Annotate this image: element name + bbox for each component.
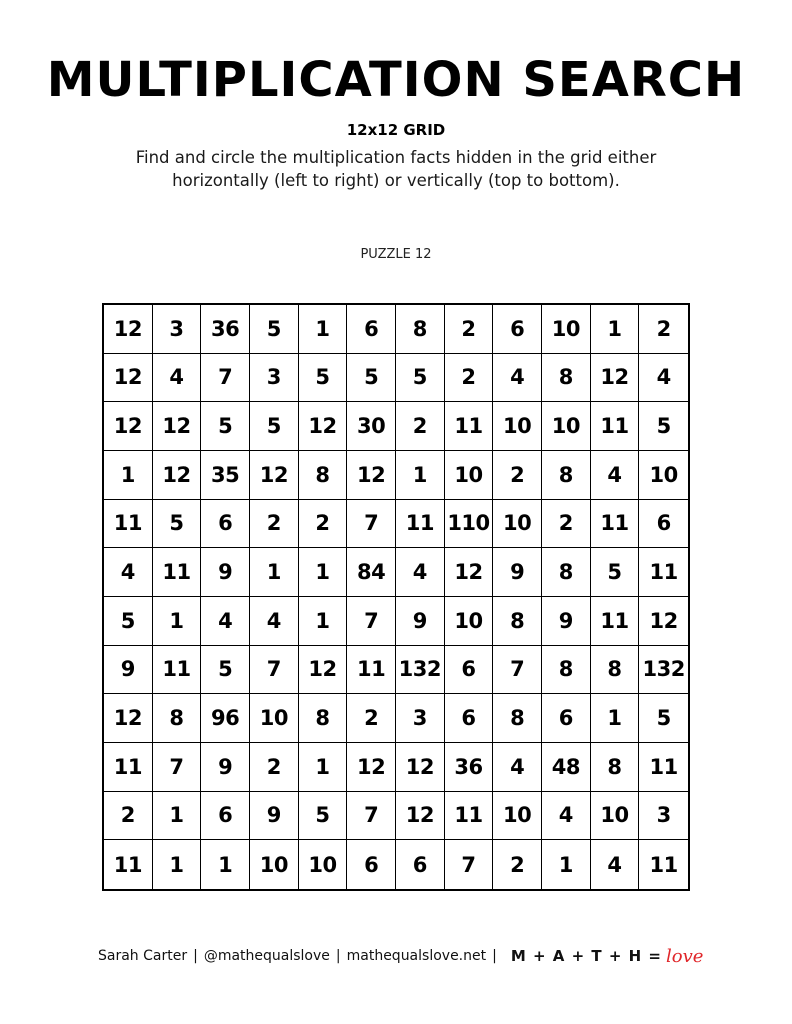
footer-handle: @mathequalslove <box>203 948 330 964</box>
grid-cell: 1 <box>299 743 348 792</box>
grid-cell: 2 <box>250 743 299 792</box>
grid-cell: 9 <box>201 548 250 597</box>
grid-cell: 11 <box>591 500 640 549</box>
grid-cell: 1 <box>299 597 348 646</box>
grid-cell: 4 <box>493 743 542 792</box>
grid-cell: 10 <box>445 451 494 500</box>
footer-brand: M + A + T + H = <box>510 947 662 965</box>
grid-cell: 8 <box>591 646 640 695</box>
grid-cell: 11 <box>445 402 494 451</box>
grid-cell: 8 <box>299 694 348 743</box>
grid-cell: 1 <box>396 451 445 500</box>
grid-cell: 5 <box>153 500 202 549</box>
subtitle: 12x12 GRID <box>346 121 446 139</box>
grid-cell: 35 <box>201 451 250 500</box>
footer-separator: | <box>492 948 497 964</box>
grid-cell: 9 <box>201 743 250 792</box>
number-grid <box>102 303 690 891</box>
grid-cell: 7 <box>347 597 396 646</box>
grid-cell: 12 <box>153 402 202 451</box>
grid-cell: 12 <box>104 402 153 451</box>
grid-cell: 12 <box>396 792 445 841</box>
instructions: Find and circle the multiplication facts hidden in the grid either horizontally (left to right) or vertically (top to bottom). <box>135 148 657 190</box>
grid-cell: 10 <box>591 792 640 841</box>
grid-cell: 6 <box>493 305 542 354</box>
grid-cell: 3 <box>396 694 445 743</box>
grid-cell: 2 <box>493 451 542 500</box>
grid-cell: 12 <box>347 451 396 500</box>
grid-cell: 1 <box>153 597 202 646</box>
grid-cell: 6 <box>445 646 494 695</box>
grid-cell: 30 <box>347 402 396 451</box>
grid-cell: 132 <box>639 646 688 695</box>
grid-cell: 12 <box>445 548 494 597</box>
grid-cell: 7 <box>445 840 494 889</box>
grid-cell: 3 <box>639 792 688 841</box>
grid-cell: 1 <box>250 548 299 597</box>
grid-cell: 2 <box>104 792 153 841</box>
grid-cell: 11 <box>649 852 678 877</box>
grid-cell: 2 <box>445 354 494 403</box>
footer-author: Sarah Carter <box>98 948 188 964</box>
grid-cell: 5 <box>201 646 250 695</box>
grid-cell: 5 <box>347 354 396 403</box>
grid-cell: 1 <box>104 451 153 500</box>
grid-cell: 1 <box>153 840 202 889</box>
grid-cell: 8 <box>542 548 591 597</box>
grid-cell: 7 <box>153 743 202 792</box>
grid-cell: 2 <box>396 402 445 451</box>
grid-cell: 5 <box>250 305 299 354</box>
grid-cell: 10 <box>250 840 299 889</box>
grid-cell: 8 <box>591 743 640 792</box>
grid-cell: 10 <box>542 402 591 451</box>
grid-cell: 6 <box>542 694 591 743</box>
grid-cell: 12 <box>299 402 348 451</box>
grid-cell: 1 <box>299 548 348 597</box>
grid-cell: 4 <box>493 354 542 403</box>
grid-cell: 12 <box>153 451 202 500</box>
grid-cell: 12 <box>347 743 396 792</box>
grid-cell: 8 <box>542 646 591 695</box>
grid-cell: 11 <box>153 548 202 597</box>
grid-cell: 8 <box>493 597 542 646</box>
grid-cell: 9 <box>396 597 445 646</box>
grid-cell: 2 <box>639 305 688 354</box>
grid-cell: 4 <box>104 548 153 597</box>
grid-cell: 10 <box>493 500 542 549</box>
grid-cell: 10 <box>639 451 688 500</box>
grid-cell: 11 <box>396 500 445 549</box>
grid-cell: 12 <box>104 305 153 354</box>
grid-cell: 4 <box>639 354 688 403</box>
grid-cell: 132 <box>396 646 445 695</box>
grid-cell: 36 <box>445 743 494 792</box>
grid-cell: 12 <box>639 597 688 646</box>
grid-cell: 6 <box>639 500 688 549</box>
grid-cell: 5 <box>299 792 348 841</box>
grid-cell: 10 <box>493 402 542 451</box>
grid-cell: 8 <box>299 451 348 500</box>
grid-cell: 2 <box>250 500 299 549</box>
footer-separator: | <box>335 948 341 964</box>
grid-cell: 11 <box>104 500 153 549</box>
grid-cell: 6 <box>201 792 250 841</box>
grid-cell: 10 <box>542 305 591 354</box>
grid-cell: 4 <box>153 354 202 403</box>
grid-cell: 1 <box>591 305 640 354</box>
puzzle-label: PUZZLE 12 <box>360 247 432 262</box>
grid-cell: 5 <box>250 402 299 451</box>
grid-cell: 7 <box>250 646 299 695</box>
grid-cell: 5 <box>639 694 688 743</box>
footer <box>98 944 718 968</box>
grid-cell: 2 <box>299 500 348 549</box>
grid-cell: 6 <box>445 694 494 743</box>
grid-cell: 9 <box>104 646 153 695</box>
grid-cell: 12 <box>396 743 445 792</box>
grid-cell: 7 <box>493 646 542 695</box>
grid-cell: 3 <box>250 354 299 403</box>
grid-cell: 2 <box>493 840 542 889</box>
grid-cell: 84 <box>347 548 396 597</box>
grid-cell: 9 <box>542 597 591 646</box>
grid-cell: 12 <box>591 354 640 403</box>
grid-cell: 1 <box>542 840 591 889</box>
grid-cell: 110 <box>445 500 494 549</box>
grid-cell: 2 <box>445 305 494 354</box>
grid-cell: 1 <box>299 305 348 354</box>
grid-cell: 1 <box>201 840 250 889</box>
grid-cell: 8 <box>542 354 591 403</box>
grid-cell: 48 <box>542 743 591 792</box>
grid-cell: 11 <box>104 840 153 889</box>
grid-cell: 5 <box>639 402 688 451</box>
grid-cell: 11 <box>347 646 396 695</box>
footer-website: mathequalslove.net <box>346 948 487 964</box>
grid-cell: 12 <box>299 646 348 695</box>
grid-cell: 11 <box>639 548 688 597</box>
grid-cell: 5 <box>201 402 250 451</box>
grid-cell: 2 <box>347 694 396 743</box>
grid-cell: 11 <box>153 646 202 695</box>
grid-cell: 7 <box>347 500 396 549</box>
grid-cell: 11 <box>104 743 153 792</box>
grid-cell: 1 <box>591 694 640 743</box>
grid-cell: 5 <box>299 354 348 403</box>
grid-cell: 10 <box>445 597 494 646</box>
grid-cell: 11 <box>639 743 688 792</box>
footer-separator: | <box>193 948 198 964</box>
grid-cell: 6 <box>201 500 250 549</box>
grid-cell: 8 <box>153 694 202 743</box>
grid-cell: 1 <box>153 792 202 841</box>
grid-cell: 3 <box>153 305 202 354</box>
grid-cell: 11 <box>591 597 640 646</box>
grid-cell: 6 <box>347 305 396 354</box>
grid-cell: 4 <box>542 792 591 841</box>
grid-cell: 6 <box>396 840 445 889</box>
grid-cell: 7 <box>347 792 396 841</box>
grid-cell: 96 <box>201 694 250 743</box>
grid-cell: 12 <box>104 694 153 743</box>
grid-cell: 9 <box>250 792 299 841</box>
grid-cell: 11 <box>445 792 494 841</box>
grid-cell: 4 <box>396 548 445 597</box>
grid-cell: 8 <box>493 694 542 743</box>
grid-cell: 5 <box>104 597 153 646</box>
grid-cell: 36 <box>201 305 250 354</box>
grid-cell: 6 <box>347 840 396 889</box>
grid-cell: 11 <box>591 402 640 451</box>
grid-cell: 10 <box>250 694 299 743</box>
grid-cell: 8 <box>396 305 445 354</box>
footer-love-logo: love <box>665 945 704 967</box>
grid-cell: 4 <box>591 840 640 889</box>
grid-cell: 4 <box>201 597 250 646</box>
grid-cell: 5 <box>591 548 640 597</box>
grid-cell: 4 <box>250 597 299 646</box>
grid-cell: 10 <box>299 840 348 889</box>
grid-cell: 4 <box>591 451 640 500</box>
grid-cell: 10 <box>493 792 542 841</box>
grid-cell: 8 <box>542 451 591 500</box>
grid-cell: 2 <box>542 500 591 549</box>
page-title: MULTIPLICATION SEARCH <box>46 52 746 108</box>
grid-cell: 7 <box>201 354 250 403</box>
grid-cell: 12 <box>104 354 153 403</box>
grid-cell: 5 <box>396 354 445 403</box>
grid-cell: 9 <box>493 548 542 597</box>
grid-cell: 12 <box>250 451 299 500</box>
